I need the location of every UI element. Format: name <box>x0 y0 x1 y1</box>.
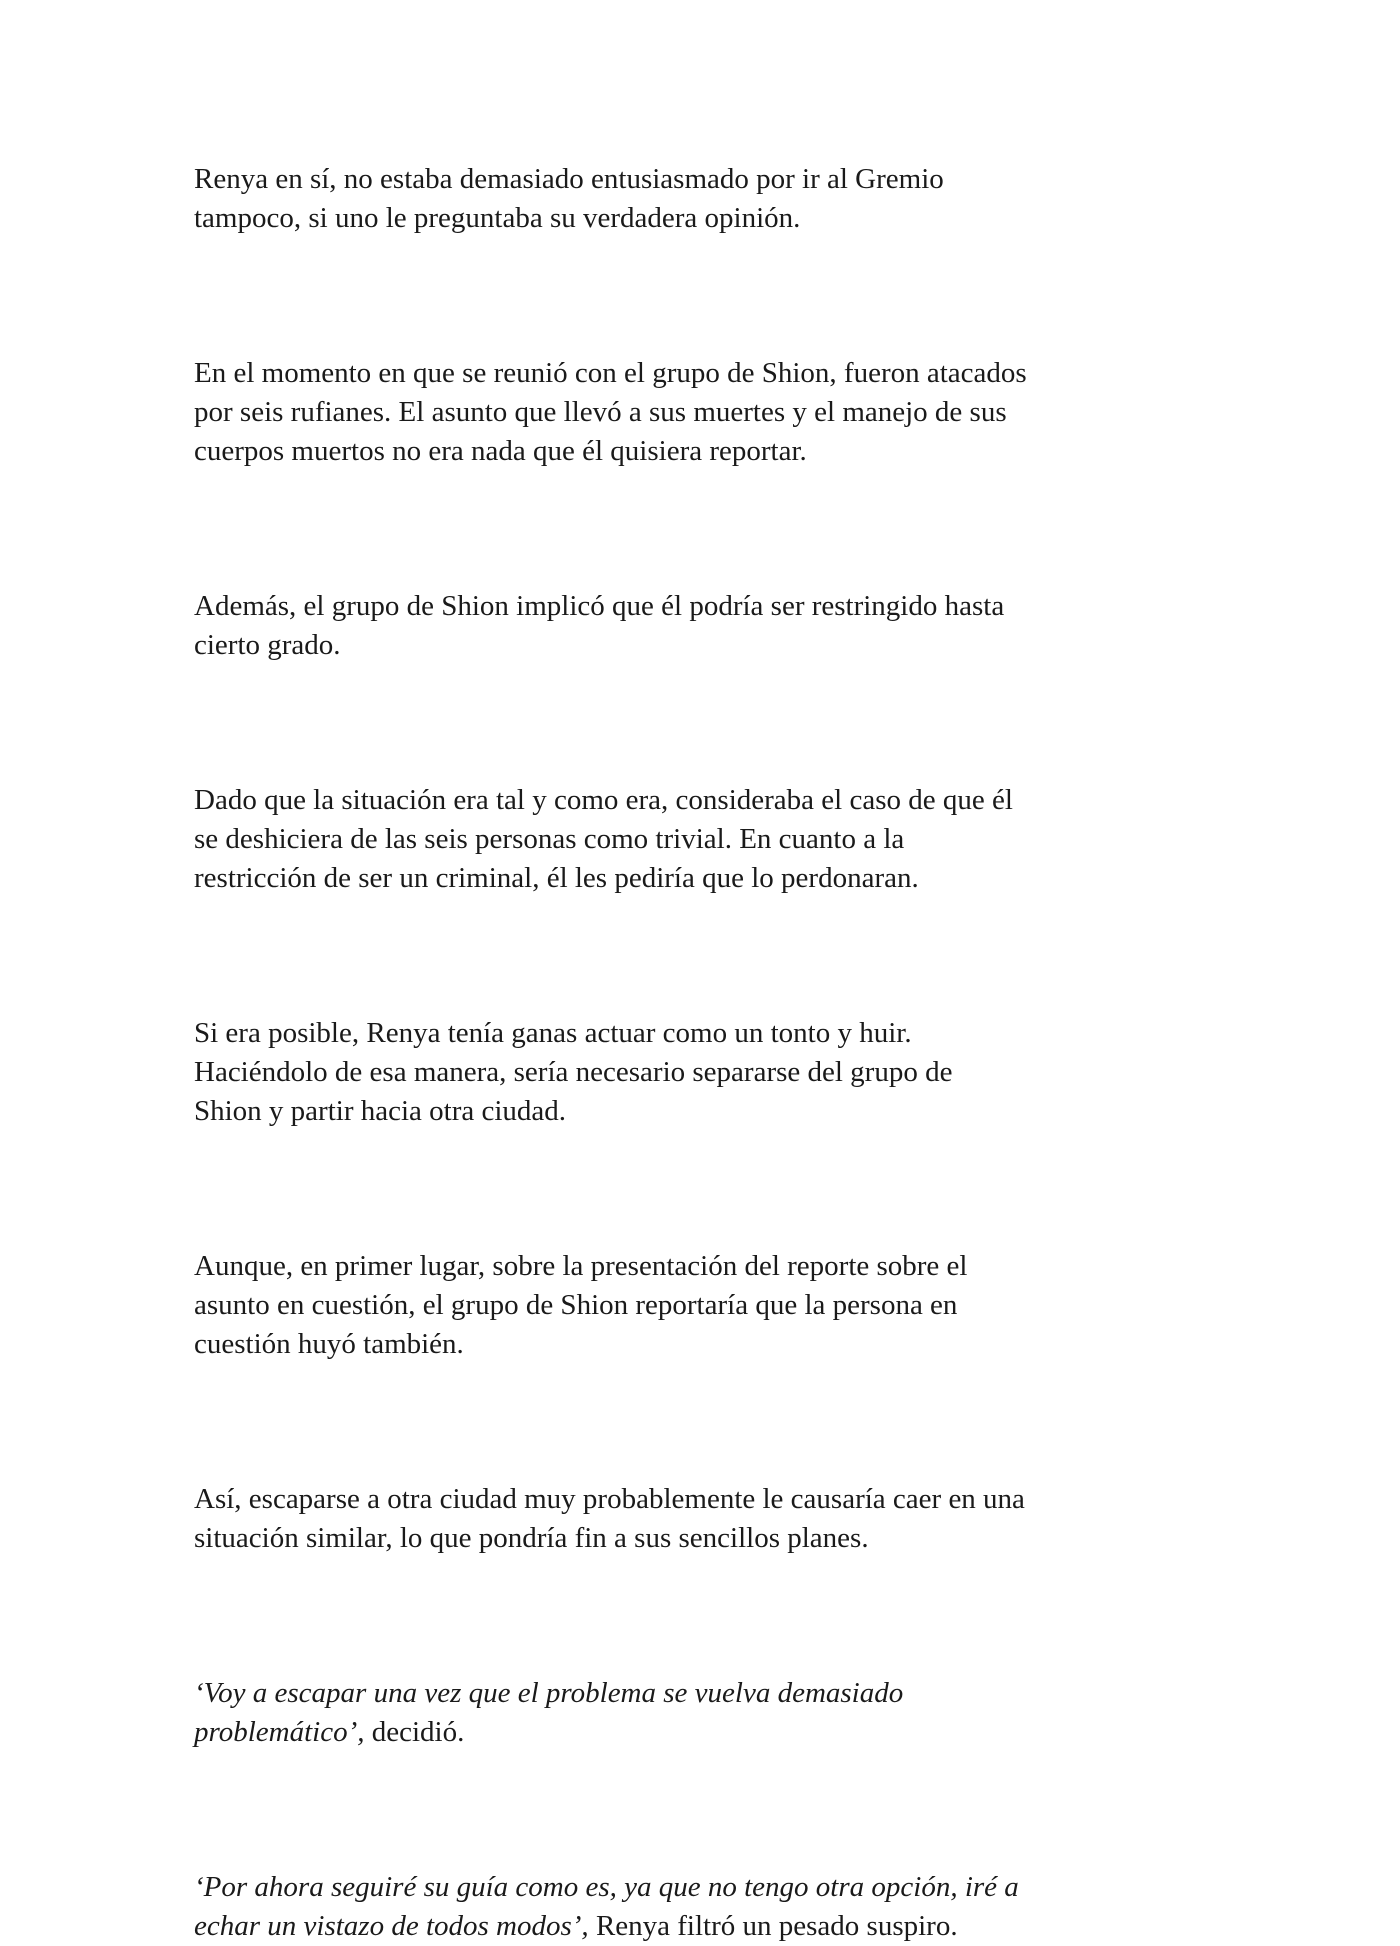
thought-text: ‘Voy a escapar una vez que el problema se vuelva demasiado <box>194 1677 904 1709</box>
text-line: En el momento en que se reunió con el grupo de Shion, fueron atacados <box>194 357 1027 389</box>
paragraph-4 <box>194 781 1224 898</box>
paragraph-3 <box>194 587 1224 665</box>
paragraph-6 <box>194 1247 1224 1364</box>
text-line: situación similar, lo que pondría fin a sus sencillos planes. <box>194 1522 869 1554</box>
document-body <box>194 160 1224 1946</box>
narration-text: decidió. <box>364 1716 465 1748</box>
text-line: asunto en cuestión, el grupo de Shion reportaría que la persona en <box>194 1289 958 1321</box>
paragraph-9-thought <box>194 1868 1224 1946</box>
text-line: Shion y partir hacia otra ciudad. <box>194 1095 567 1127</box>
thought-text: problemático’, <box>194 1716 365 1748</box>
paragraph-7 <box>194 1480 1224 1558</box>
paragraph-5 <box>194 1014 1224 1131</box>
paragraph-8-thought <box>194 1674 1224 1752</box>
text-line: Además, el grupo de Shion implicó que él podría ser restringido hasta <box>194 590 1005 622</box>
thought-text: ‘Por ahora seguiré su guía como es, ya que no tengo otra opción, iré a <box>194 1871 1019 1903</box>
text-line: Dado que la situación era tal y como era, consideraba el caso de que él <box>194 784 1013 816</box>
paragraph-1 <box>194 160 1224 238</box>
thought-text: echar un vistazo de todos modos’, <box>194 1910 589 1942</box>
paragraph-2 <box>194 354 1224 471</box>
text-line: por seis rufianes. El asunto que llevó a sus muertes y el manejo de sus <box>194 396 1007 428</box>
text-line: Así, escaparse a otra ciudad muy probablemente le causaría caer en una <box>194 1483 1025 1515</box>
text-line: cuestión huyó también. <box>194 1328 464 1360</box>
text-line: se deshiciera de las seis personas como trivial. En cuanto a la <box>194 823 905 855</box>
text-line: Aunque, en primer lugar, sobre la presentación del reporte sobre el <box>194 1250 968 1282</box>
text-line: tampoco, si uno le preguntaba su verdadera opinión. <box>194 202 801 234</box>
text-line: Si era posible, Renya tenía ganas actuar como un tonto y huir. <box>194 1017 912 1049</box>
text-line: Renya en sí, no estaba demasiado entusiasmado por ir al Gremio <box>194 163 944 195</box>
text-line <box>194 1713 1224 1752</box>
text-line: cierto grado. <box>194 629 341 661</box>
text-line <box>194 1907 1224 1946</box>
narration-text: Renya filtró un pesado suspiro. <box>588 1910 958 1942</box>
text-line: Haciéndolo de esa manera, sería necesario separarse del grupo de <box>194 1056 953 1088</box>
text-line: cuerpos muertos no era nada que él quisiera reportar. <box>194 435 807 467</box>
text-line: restricción de ser un criminal, él les pediría que lo perdonaran. <box>194 862 919 894</box>
